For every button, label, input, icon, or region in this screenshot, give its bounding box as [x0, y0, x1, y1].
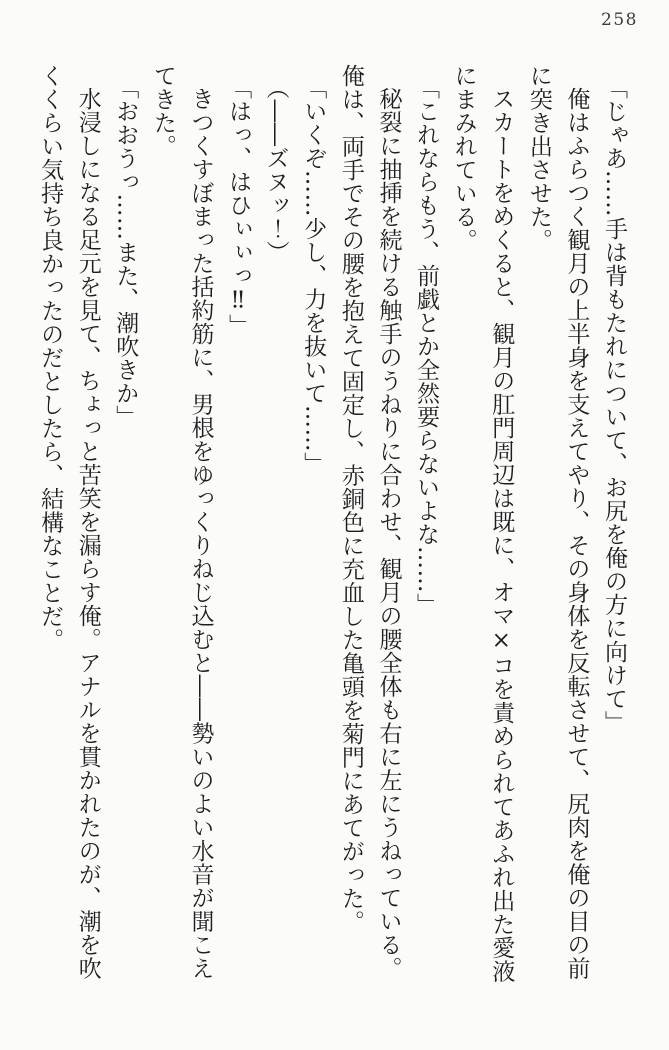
- paragraph: きつくすぼまった括約筋に、男根をゆっくりねじ込むと――勢いのよい水音が聞こえてきた。: [149, 64, 214, 980]
- paragraph: 「いくぞ……少し、力を抜いて……」: [300, 75, 327, 475]
- paragraph: 「はっ、はひぃぃっ‼」: [225, 75, 252, 337]
- page-number: 258: [601, 10, 638, 30]
- paragraph: 「じゃあ……手は背もたれについて、お尻を俺の方に向けて」: [601, 75, 627, 734]
- paragraph: （――ズヌッ！）: [262, 75, 289, 264]
- paragraph: スカートをめくると、観月の肛門周辺は既に、オマ×コを責められてあふれ出た愛液にまみれている。: [450, 64, 515, 983]
- paragraph: 秘裂に抽挿を続ける触手のうねりに合わせ、観月の腰全体も右に左にうねっている。俺は、両手でその腰を抱えて固定し、赤銅色に充血した亀頭を菊門にあてがった。: [337, 64, 402, 980]
- paragraph: 水浸しになる足元を見て、ちょっと苦笑を漏らす俺。アナルを貫かれたのが、潮を吹くくらい気持ち良かったのだとしたら、結構なことだ。: [37, 64, 101, 980]
- paragraph: 「これならもう、前戯とか全然要らないよな……」: [413, 75, 440, 616]
- body-text: [31, 64, 633, 988]
- paragraph: 俺はふらつく観月の上半身を支えてやり、その身体を反転させて、尻肉を俺の目の前に突き出させた。: [525, 64, 590, 980]
- paragraph: 「おおうっ……また、潮吹きか」: [112, 75, 139, 428]
